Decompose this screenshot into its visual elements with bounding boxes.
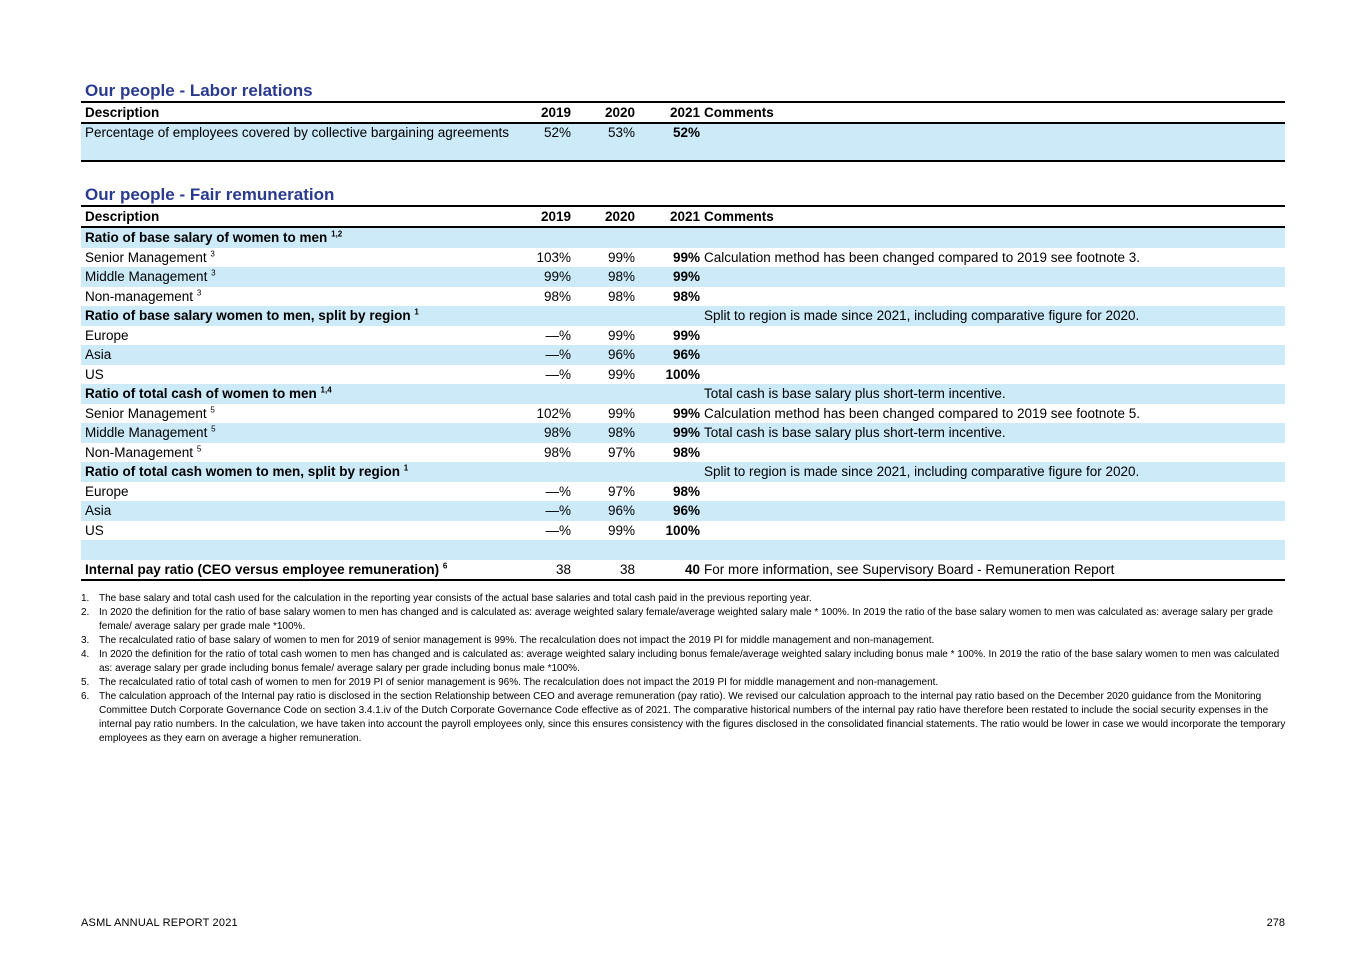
- row-2021: 99%: [635, 423, 700, 443]
- table-header-row: [81, 102, 1285, 123]
- row-2019: 98%: [516, 423, 571, 443]
- footnote-item: [81, 676, 1289, 690]
- row-description-text: Asia: [85, 347, 112, 362]
- row-description-text: Senior Management: [85, 249, 207, 265]
- header-2020: 2020: [571, 206, 635, 227]
- row-2020: 96%: [571, 501, 635, 521]
- row-2020: [571, 384, 635, 404]
- row-description: [81, 287, 516, 307]
- footnote-item: [81, 690, 1289, 746]
- table-row: [81, 287, 1285, 307]
- header-2020: 2020: [571, 102, 635, 123]
- row-description-text: Ratio of total cash of women to men: [85, 386, 317, 401]
- row-2020: 99%: [607, 366, 635, 382]
- footnote-text: In 2020 the definition for the ratio of total cash women to men has changed and is calculated as: average weighted salary including bonus female/average weighted salary including bonus male * 100%. In 2019 the ratio of the base salary women to men was calculated as: average salary per grade including bonus female/ average salary per grade including bonus male *100%.: [99, 649, 1280, 674]
- table-row: [81, 404, 1285, 424]
- row-2020: 98%: [571, 423, 635, 443]
- row-description-text: Europe: [85, 327, 129, 343]
- report-title-footer: ASML ANNUAL REPORT 2021: [81, 917, 238, 929]
- row-comments: [700, 540, 1285, 560]
- row-comments: [700, 501, 1285, 521]
- row-comments: Total cash is base salary plus short-term incentive.: [700, 384, 1285, 404]
- row-comments: [700, 267, 1285, 287]
- row-2019: —%: [545, 327, 571, 343]
- row-description: [81, 501, 516, 521]
- row-description-text: US: [85, 366, 104, 382]
- row-description-text: Senior Management: [85, 405, 207, 421]
- row-2019: 38: [516, 560, 571, 581]
- row-description: [81, 482, 516, 502]
- row-description: [81, 267, 516, 287]
- footnote-reference: 6: [442, 561, 448, 570]
- footnote-number: 3.: [81, 635, 90, 646]
- row-2021: 98%: [672, 444, 700, 460]
- row-comments: For more information, see Supervisory Board - Remuneration Report: [700, 560, 1285, 581]
- row-description: [81, 326, 516, 346]
- row-comments: [700, 345, 1285, 365]
- table-row: [81, 384, 1285, 404]
- row-description: [81, 521, 516, 541]
- header-description: Description: [81, 102, 516, 123]
- row-2020: [571, 306, 635, 326]
- row-2019: [516, 227, 571, 248]
- row-description: [81, 423, 516, 443]
- footnote-number: 1.: [81, 593, 90, 604]
- row-description-text: Non-Management: [85, 444, 194, 460]
- row-2021: 96%: [635, 345, 700, 365]
- row-2019: 99%: [516, 267, 571, 287]
- row-2020: [571, 540, 635, 560]
- table-row: [81, 123, 1285, 161]
- row-description: [81, 365, 516, 385]
- row-comments: Split to region is made since 2021, including comparative figure for 2020.: [700, 462, 1285, 482]
- row-description-text: US: [85, 522, 104, 538]
- footnote-text: The recalculated ratio of base salary of women to men for 2019 of senior management is 99%. The recalculation does not impact the 2019 PI for middle management and non-management.: [99, 635, 935, 646]
- row-2021: [635, 306, 700, 326]
- row-description: [81, 462, 516, 482]
- header-2019: 2019: [516, 102, 571, 123]
- row-description: Percentage of employees covered by collective bargaining agreements: [81, 123, 516, 161]
- table-row: [81, 560, 1285, 581]
- footnote-number: 4.: [81, 649, 90, 660]
- row-2021: 99%: [635, 267, 700, 287]
- row-2021: 100%: [665, 366, 700, 382]
- table-row: [81, 326, 1285, 346]
- row-2019: 52%: [516, 123, 571, 161]
- fair-remuneration-table: [81, 205, 1285, 581]
- row-2020: 99%: [607, 327, 635, 343]
- row-description: [81, 404, 516, 424]
- row-2021: 99%: [672, 327, 700, 343]
- row-2019: [516, 540, 571, 560]
- row-2020: 99%: [607, 522, 635, 538]
- row-comments: [700, 365, 1285, 385]
- header-comments: Comments: [700, 206, 1285, 227]
- row-2019: —%: [545, 366, 571, 382]
- footnote-reference: 5: [196, 444, 202, 453]
- table-row: [81, 540, 1285, 560]
- row-2021: [635, 227, 700, 248]
- footnote-text: In 2020 the definition for the ratio of base salary women to men has changed and is calculated as: average weighted salary female/average weighted salary male * 100%. In 2019 the ratio of the base salary women to men was calculated as: average salary per grade female/ average salary per grade male *100%.: [99, 607, 1274, 632]
- row-2021: 96%: [635, 501, 700, 521]
- row-comments: [700, 443, 1285, 463]
- row-2020: 99%: [607, 249, 635, 265]
- table-row: [81, 443, 1285, 463]
- row-2021: [635, 384, 700, 404]
- row-2021: 52%: [635, 123, 700, 161]
- row-2020: 96%: [571, 345, 635, 365]
- row-2021: 98%: [672, 483, 700, 499]
- row-2021: 99%: [672, 405, 700, 421]
- header-comments: Comments: [700, 102, 1285, 123]
- table-row: [81, 462, 1285, 482]
- labor-relations-title: Our people - Labor relations: [85, 81, 313, 100]
- footnote-reference: 1,2: [331, 229, 343, 239]
- footnote-text: The calculation approach of the Internal pay ratio is disclosed in the section Relationship between CEO and average remuneration (pay ratio). We revised our calculation approach to the internal pay ratio based on the December 2020 guidance from the Monitoring Committee Dutch Corporate Governance Code on section 3.4.1.iv of the Dutch Corporate Governance Code effective as of 2021. The comparative historical numbers of the internal pay ratio have therefore been restated to include the social security expenses in the internal pay ratio numbers. In the calculation, we have taken into account the payroll employees only, since this ensures consistency with the figures disclosed in the consolidated financial statements. The ratio would be lower in case we would incorporate the temporary employees as they earn on average a higher remuneration.: [99, 691, 1286, 744]
- row-2020: 53%: [571, 123, 635, 161]
- row-2020: 98%: [607, 288, 635, 304]
- table-row: [81, 345, 1285, 365]
- footnote-reference: 3: [210, 249, 215, 258]
- row-comments: [700, 326, 1285, 346]
- row-comments: Split to region is made since 2021, including comparative figure for 2020.: [700, 306, 1285, 326]
- row-2021: 99%: [672, 249, 700, 265]
- table-row: [81, 501, 1285, 521]
- row-comments: [700, 287, 1285, 307]
- row-2019: [516, 384, 571, 404]
- row-description-text: Non-management: [85, 288, 194, 304]
- row-2019: 103%: [536, 249, 571, 265]
- table-row: [81, 267, 1285, 287]
- footnote-reference: 5: [211, 424, 216, 434]
- row-comments: [700, 227, 1285, 248]
- row-comments: [700, 521, 1285, 541]
- row-2020: [571, 227, 635, 248]
- row-2020: 97%: [607, 444, 635, 460]
- footnote-number: 6.: [81, 691, 90, 702]
- table-row: [81, 248, 1285, 268]
- page-number: 278: [1266, 917, 1285, 929]
- row-2021: [635, 462, 700, 482]
- fair-remuneration-title: Our people - Fair remuneration: [85, 185, 335, 204]
- footnote-item: [81, 634, 1289, 648]
- header-description: Description: [81, 206, 516, 227]
- row-comments: [700, 123, 1285, 161]
- row-description-text: Ratio of total cash women to men, split by region: [85, 464, 401, 479]
- row-2019: [516, 306, 571, 326]
- header-2021: 2021: [635, 102, 700, 123]
- footnote-reference: 1: [414, 307, 419, 317]
- table-row: [81, 306, 1285, 326]
- row-2021: 40: [635, 560, 700, 581]
- row-comments: Calculation method has been changed compared to 2019 see footnote 3.: [704, 249, 1141, 265]
- row-2020: 98%: [571, 267, 635, 287]
- row-description: [81, 560, 516, 581]
- row-comments: Total cash is base salary plus short-term incentive.: [700, 423, 1285, 443]
- row-2019: 98%: [543, 444, 571, 460]
- footnote-reference: 3: [211, 268, 216, 278]
- row-description: [81, 345, 516, 365]
- row-2021: [635, 540, 700, 560]
- footnote-reference: 1: [403, 463, 409, 473]
- table-row: [81, 423, 1285, 443]
- row-2021: 100%: [665, 522, 700, 538]
- row-2019: —%: [516, 345, 571, 365]
- row-description-text: Asia: [85, 503, 112, 518]
- row-description-text: Internal pay ratio (CEO versus employee remuneration): [85, 561, 440, 577]
- row-2019: [516, 462, 571, 482]
- footnote-reference: 1,4: [320, 385, 332, 395]
- footnote-text: The recalculated ratio of total cash of women to men for 2019 PI of senior management is 96%. The recalculation does not impact the 2019 PI for middle management and non-management.: [99, 677, 939, 688]
- row-2019: 102%: [536, 405, 571, 421]
- row-description: [81, 540, 516, 560]
- footnote-item: [81, 648, 1289, 676]
- row-description-text: Middle Management: [85, 269, 208, 284]
- row-2020: 38: [571, 560, 635, 581]
- row-2021: 98%: [672, 288, 700, 304]
- table-row: [81, 227, 1285, 248]
- footnotes-list: [81, 592, 1289, 746]
- table-row: [81, 365, 1285, 385]
- footnote-item: [81, 606, 1289, 634]
- row-description: [81, 384, 516, 404]
- row-2020: 99%: [607, 405, 635, 421]
- footnote-reference: 3: [196, 288, 202, 297]
- row-description-text: Middle Management: [85, 425, 208, 440]
- row-2019: 98%: [543, 288, 571, 304]
- footnote-reference: 5: [210, 405, 215, 414]
- row-description-text: Ratio of base salary women to men, split by region: [85, 308, 411, 323]
- table-row: [81, 521, 1285, 541]
- row-2019: —%: [545, 483, 571, 499]
- header-2021: 2021: [635, 206, 700, 227]
- row-2019: —%: [516, 501, 571, 521]
- row-comments: [700, 482, 1285, 502]
- row-description: [81, 443, 516, 463]
- footnote-number: 2.: [81, 607, 90, 618]
- row-description: [81, 248, 516, 268]
- row-description: [81, 227, 516, 248]
- row-2019: —%: [545, 522, 571, 538]
- row-description-text: Europe: [85, 483, 129, 499]
- footnote-item: [81, 592, 1289, 606]
- table-header-row: [81, 206, 1285, 227]
- labor-relations-table: [81, 101, 1285, 162]
- row-description: [81, 306, 516, 326]
- header-2019: 2019: [516, 206, 571, 227]
- row-description-text: Ratio of base salary of women to men: [85, 230, 328, 245]
- row-2020: 97%: [607, 483, 635, 499]
- footnote-text: The base salary and total cash used for the calculation in the reporting year consists of the actual base salaries and total cash paid in the previous reporting year.: [99, 593, 812, 604]
- row-comments: Calculation method has been changed compared to 2019 see footnote 5.: [704, 405, 1141, 421]
- footnote-number: 5.: [81, 677, 90, 688]
- table-row: [81, 482, 1285, 502]
- row-2020: [571, 462, 635, 482]
